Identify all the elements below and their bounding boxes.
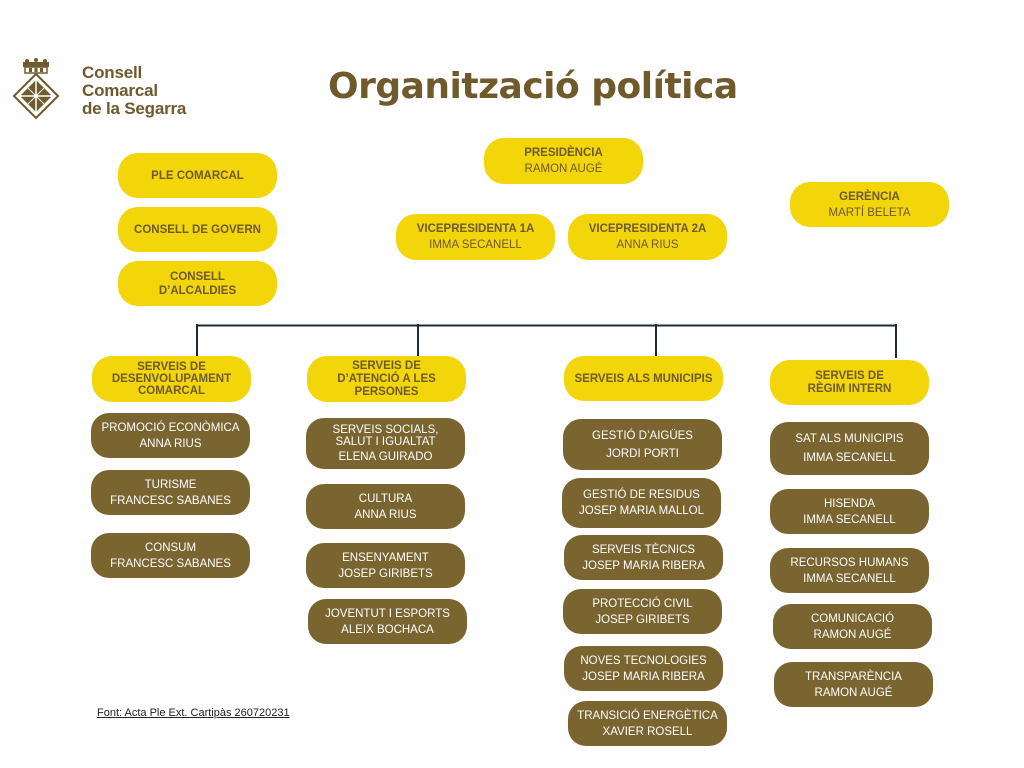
unit-area: HISENDA <box>823 497 876 510</box>
unit-box <box>306 484 465 529</box>
unit-area: RECURSOS HUMANS <box>790 556 909 569</box>
person-name: JOSEP GIRIBETS <box>338 567 433 580</box>
unit-box <box>562 478 721 528</box>
department-header-atencio-persones <box>307 356 466 402</box>
person-name: ANNA RIUS <box>616 239 679 251</box>
unit-area: SAT ALS MUNICIPIS <box>795 433 904 445</box>
unit-box <box>773 604 932 649</box>
department-header-desenvolupament <box>92 356 251 402</box>
department-name: SERVEIS ALS MUNICIPIS <box>574 372 713 385</box>
role-label: VICEPRESIDENTA 1A <box>416 223 535 235</box>
unit-box <box>774 662 933 707</box>
person-name: ALEIX BOCHACA <box>341 623 434 636</box>
unit-box <box>91 533 250 578</box>
unit-box <box>564 535 723 580</box>
unit-area: PROMOCIÓ ECONÒMICA <box>101 421 240 434</box>
unit-box <box>770 489 929 534</box>
page-title: Organització política <box>328 66 738 107</box>
unit-area: TRANSPARÈNCIA <box>805 670 902 683</box>
person-name: RAMON AUGÉ <box>814 686 893 699</box>
unit-box <box>91 470 250 515</box>
unit-area: GESTIÓ DE RESIDUS <box>583 489 700 501</box>
person-name: IMMA SECANELL <box>803 452 896 464</box>
source-note: Font: Acta Ple Ext. Cartipàs 260720231 <box>97 707 290 719</box>
person-name: IMMA SECANELL <box>803 572 896 585</box>
person-name: IMMA SECANELL <box>803 513 896 526</box>
unit-area: JOVENTUT I ESPORTS <box>325 607 450 620</box>
unit-box <box>770 422 929 475</box>
unit-box <box>563 589 722 634</box>
unit-box <box>306 543 465 588</box>
person-name: MARTÍ BELETA <box>828 206 911 219</box>
department-name: SERVEIS DE D’ATENCIÓ A LES PERSONES <box>337 359 436 398</box>
person-name: XAVIER ROSELL <box>602 725 693 738</box>
governing-body-ple-comarcal <box>118 153 277 198</box>
governing-body-consell-alcaldies <box>118 261 277 306</box>
unit-area: PROTECCIÓ CIVIL <box>592 597 693 610</box>
unit-box <box>770 548 929 593</box>
unit-area: SERVEIS TÈCNICS <box>591 543 696 556</box>
department-header-regim-intern <box>770 360 929 405</box>
unit-area: GESTIÓ D’AIGÜES <box>592 429 693 442</box>
person-name: IMMA SECANELL <box>429 239 522 251</box>
role-label: VICEPRESIDENTA 2A <box>588 223 707 235</box>
role-label: PRESIDÈNCIA <box>524 147 603 159</box>
person-name: RAMON AUGÉ <box>813 628 892 641</box>
person-name: ANNA RIUS <box>354 508 417 521</box>
person-name: JOSEP GIRIBETS <box>595 613 690 626</box>
organization-name-line: de la Segarra <box>82 99 187 118</box>
person-name: ELENA GUIRADO <box>338 450 433 463</box>
organization-name-line: Comarcal <box>82 81 158 100</box>
unit-area: CULTURA <box>358 492 413 505</box>
unit-box <box>306 418 465 469</box>
governing-body-label: CONSELL DE GOVERN <box>134 223 261 236</box>
vice-presidency-2-box <box>568 214 727 260</box>
vice-presidency-1-box <box>396 214 555 260</box>
unit-area: TRANSICIÓ ENERGÈTICA <box>577 709 718 722</box>
unit-box <box>564 646 723 691</box>
organization-name-line: Consell <box>82 63 143 82</box>
person-name: RAMON AUGÉ <box>524 163 603 175</box>
unit-area: NOVES TECNOLOGIES <box>580 654 707 667</box>
governing-body-consell-de-govern <box>118 207 277 252</box>
unit-area: SERVEIS SOCIALS, SALUT I IGUALTAT <box>332 423 439 449</box>
department-name: SERVEIS DE DESENVOLUPAMENT COMARCAL <box>111 361 232 397</box>
unit-box <box>568 701 727 746</box>
unit-area: CONSUM <box>144 541 197 554</box>
unit-area: COMUNICACIÓ <box>810 612 895 625</box>
governing-body-label: PLE COMARCAL <box>151 169 244 182</box>
unit-box <box>563 419 722 470</box>
management-box <box>790 182 949 227</box>
person-name: JOSEP MARIA RIBERA <box>582 559 705 572</box>
person-name: JOSEP MARIA RIBERA <box>582 670 705 683</box>
presidency-box <box>484 138 643 184</box>
department-header-serveis-municipis <box>564 356 723 401</box>
unit-area: ENSENYAMENT <box>342 551 429 564</box>
role-label: GERÈNCIA <box>839 190 900 203</box>
unit-box <box>91 413 250 458</box>
person-name: ANNA RIUS <box>139 437 202 450</box>
person-name: JORDI PORTI <box>606 447 679 460</box>
governing-body-label: CONSELL D’ALCALDIES <box>158 270 237 297</box>
unit-box <box>308 599 467 644</box>
department-name: SERVEIS DE RÈGIM INTERN <box>807 369 892 395</box>
person-name: FRANCESC SABANES <box>110 557 231 570</box>
person-name: FRANCESC SABANES <box>110 494 231 507</box>
unit-area: TURISME <box>144 478 197 491</box>
person-name: JOSEP MARIA MALLOL <box>578 505 705 517</box>
